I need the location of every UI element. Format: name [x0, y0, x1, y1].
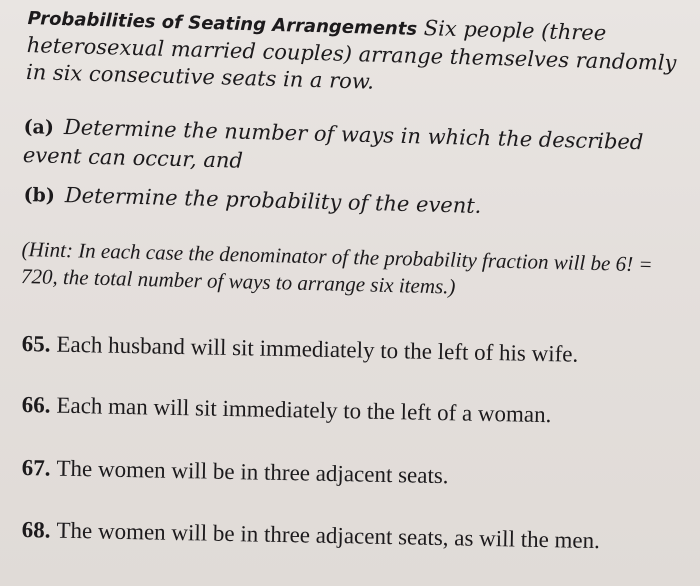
problem-66-text: Each man will sit immediately to the left of a woman. [56, 392, 552, 428]
problem-68 [21, 516, 691, 557]
problem-65-number: 65. [21, 330, 51, 357]
instruction-b-text: Determine the probability of the event. [64, 183, 482, 218]
intro-paragraph [26, 4, 688, 104]
problem-66-number: 66. [21, 391, 51, 418]
problem-68-number: 68. [21, 516, 51, 543]
instruction-b-label: (b) [23, 183, 56, 207]
instruction-a-label: (a) [23, 115, 55, 139]
problem-67 [21, 454, 691, 495]
problem-68-text: The women will be in three adjacent seats, as will the men. [56, 517, 601, 554]
section-title: Probabilities of Seating Arrangements [27, 7, 418, 40]
instruction-a-text: Determine the number of ways in which the described event can occur, and [22, 115, 644, 173]
instruction-a [23, 112, 674, 186]
problem-66 [21, 391, 691, 432]
problem-67-number: 67. [21, 454, 51, 481]
hint-paragraph: (Hint: In each case the denominator of the probability fraction will be 6! = 720, the total number of ways to arrange six items.) [20, 236, 653, 299]
problem-67-text: The women will be in three adjacent seats. [56, 455, 449, 489]
problem-65-text: Each husband will sit immediately to the left of his wife. [56, 331, 579, 367]
instruction-b [23, 180, 674, 226]
intro-text: Six people (three heterosexual married couples) arrange themselves randomly in six consecutive seats in a row. [25, 16, 677, 94]
problem-65 [21, 330, 691, 371]
